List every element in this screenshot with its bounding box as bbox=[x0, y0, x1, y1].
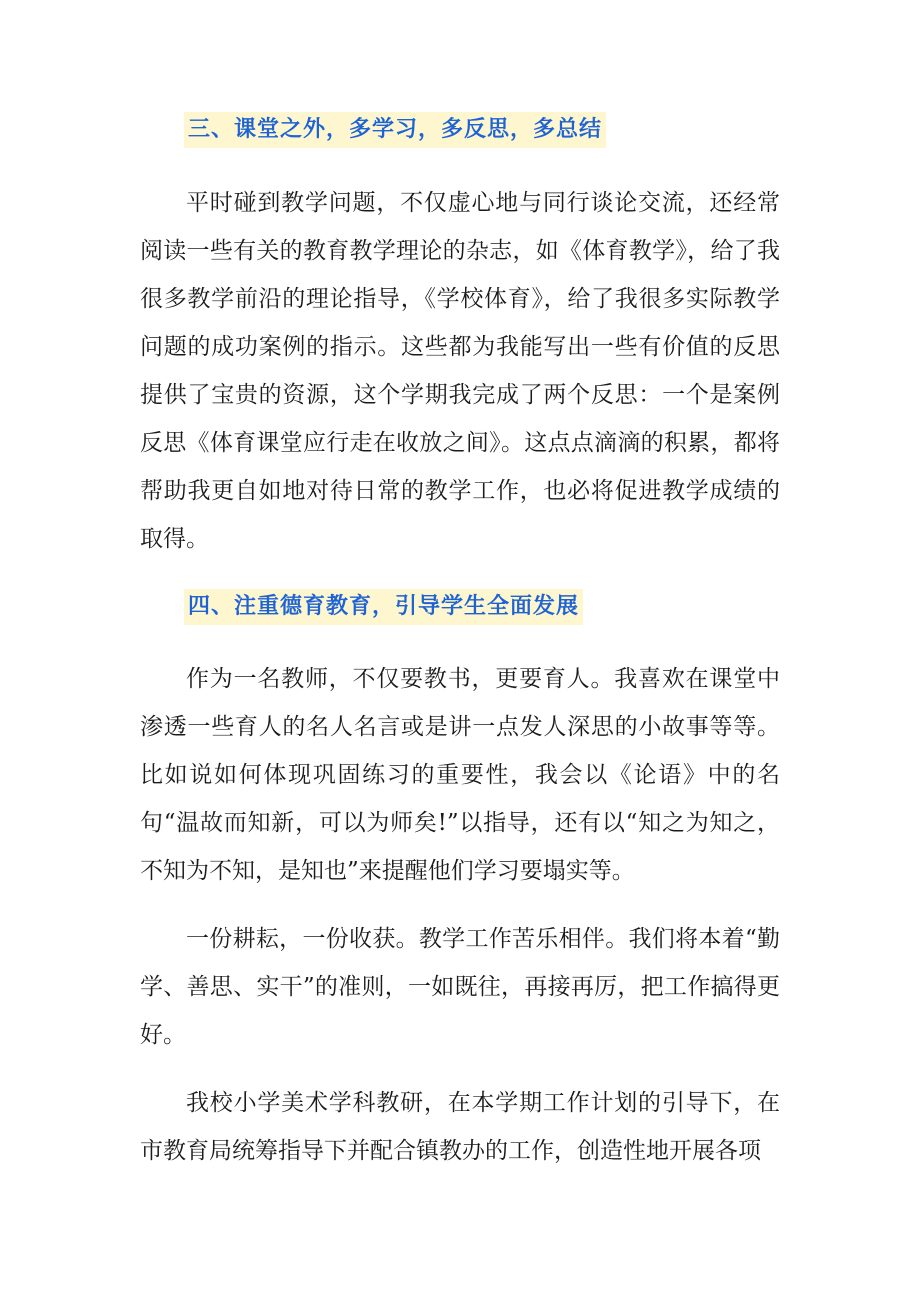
closing-paragraph: 一份耕耘，一份收获。教学工作苦乐相伴。我们将本着“勤学、善思、实干”的准则，一如既往，再接再厉，把工作搞得更好。 bbox=[140, 926, 780, 1048]
section-heading-4: 四、注重德育教育，引导学生全面发展 bbox=[184, 589, 583, 625]
section-4-paragraph: 作为一名教师，不仅要教书，更要育人。我喜欢在课堂中渗透一些育人的名人名言或是讲一点发人深思的小故事等等。比如说如何体现巩固练习的重要性，我会以《论语》中的名句“温故而知新，可以为师矣!”以指导，还有以“知之为知之，不知为不知，是知也”来提醒他们学习要塌实等。 bbox=[140, 666, 780, 884]
section-3-paragraph: 平时碰到教学问题，不仅虚心地与同行谈论交流，还经常阅读一些有关的教育教学理论的杂志，如《体育教学》，给了我很多教学前沿的理论指导，《学校体育》，给了我很多实际教学问题的成功案例的指示。这些都为我能写出一些有价值的反思提供了宝贵的资源，这个学期我完成了两个反思：一个是案例反思《体育课堂应行走在收放之间》。这点点滴滴的积累，都将帮助我更自如地对待日常的教学工作，也必将促进教学成绩的取得。 bbox=[140, 190, 780, 552]
document-page bbox=[140, 112, 780, 1175]
section-heading-3: 三、课堂之外，多学习，多反思，多总结 bbox=[184, 112, 606, 148]
next-paragraph: 我校小学美术学科教研，在本学期工作计划的引导下，在市教育局统筹指导下并配合镇教办的工作，创造性地开展各项 bbox=[140, 1090, 780, 1164]
